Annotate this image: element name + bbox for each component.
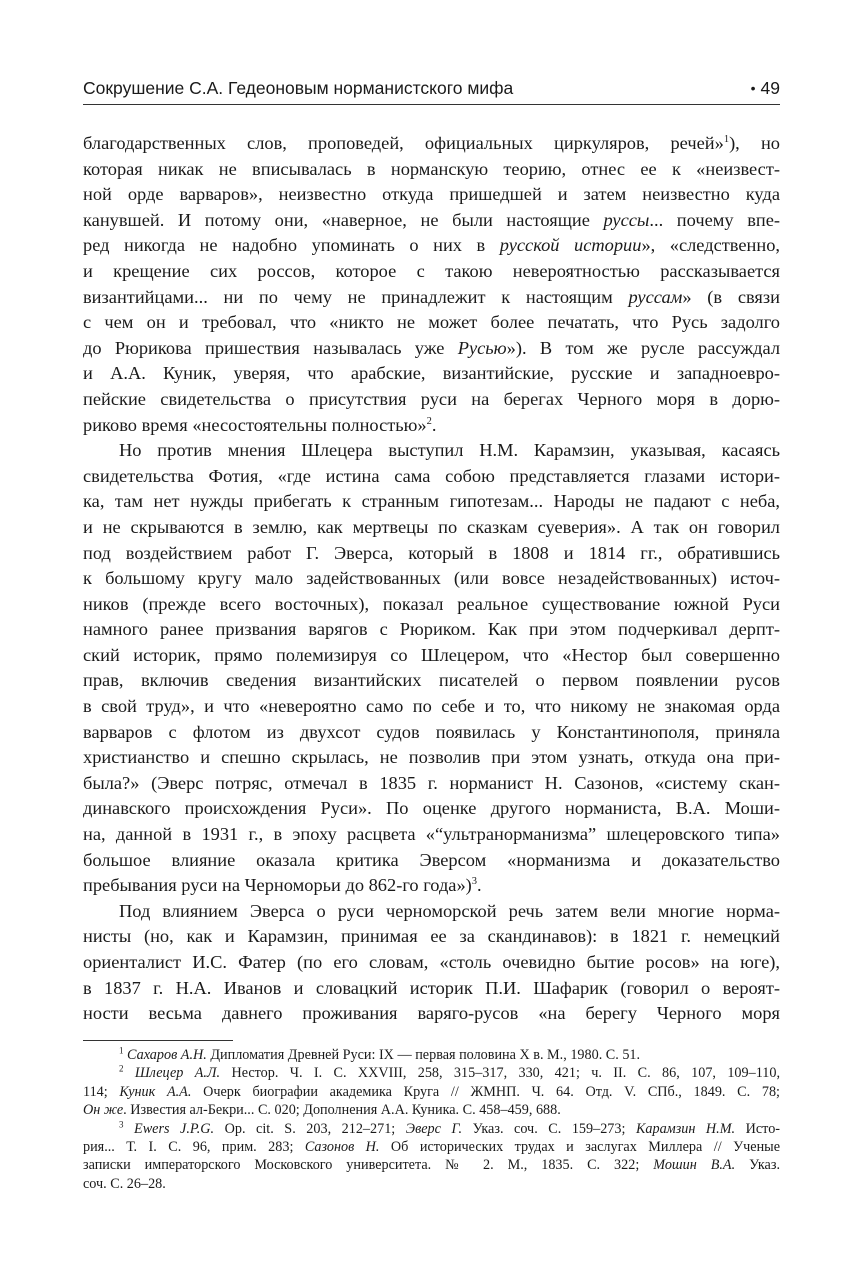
italic-run: Карамзин Н.М. — [635, 1120, 736, 1137]
text-run: византийцами... ни по чему не принадлежит к настоящим — [83, 286, 629, 307]
text-line — [83, 208, 780, 234]
text-run: была?» (Эверс потряс, отмечал в 1835 г. норманист Н. Сазонов, «систему скан- — [83, 772, 780, 793]
paragraph — [83, 438, 780, 899]
text-run: прав, включив сведения византийских писателей о первом появлении русов — [83, 670, 780, 691]
footnote-ref: 1 — [723, 133, 730, 145]
page-number: 49 — [760, 78, 780, 98]
text-run: Op. cit. S. 203, 212–271; — [214, 1120, 406, 1137]
text-run: под воздействием работ Г. Эверса, который в 1808 и 1814 гг., обратившись — [83, 542, 780, 563]
italic-run: Мошин В.А. — [653, 1157, 736, 1174]
footnotes — [83, 1046, 780, 1193]
text-run: большое влияние оказала критика Эверсом «норманизма и доказательство — [83, 849, 780, 870]
text-run: риково время «несостоятельны полностью» — [83, 414, 427, 435]
text-run: Дипломатия Древней Руси: IX — первая половина X в. М., 1980. С. 51. — [206, 1047, 641, 1063]
text-run: Но против мнения Шлецера выступил Н.М. Карамзин, указывая, касаясь — [119, 440, 780, 461]
text-line — [83, 515, 780, 541]
text-line — [83, 233, 780, 259]
footnote — [83, 1064, 780, 1119]
italic-run: руссам — [628, 286, 683, 307]
footnote-line — [83, 1120, 780, 1138]
text-run: Исто- — [735, 1120, 781, 1137]
text-run: благодарственных слов, проповедей, официальных циркуляров, речей» — [83, 133, 724, 153]
text-run: и не скрываются в землю, как мертвецы по сказкам суеверия». А так он говорил — [83, 516, 780, 537]
text-run: ной орде варваров», неизвестно откуда пришедшей и затем неизвестно куда — [83, 184, 780, 205]
header-rule — [83, 104, 780, 105]
text-run: 114; — [83, 1083, 120, 1100]
text-line — [83, 361, 780, 387]
text-line — [83, 771, 780, 797]
italic-run: руссы — [603, 209, 650, 230]
text-line — [83, 720, 780, 746]
text-run: записки императорского Московского университета. № 2. М., 1835. С. 322; — [83, 1157, 654, 1174]
text-line — [83, 310, 780, 336]
italic-run: Ewers J.P.G. — [134, 1120, 215, 1137]
text-line — [83, 976, 780, 1002]
text-run: и А.А. Куник, уверяя, что арабские, византийские, русские и западноевро- — [83, 363, 780, 384]
text-line — [83, 873, 780, 899]
text-run: ред никогда не надобно упоминать о них в — [83, 235, 500, 256]
footnote-number: 1 — [119, 1045, 124, 1056]
text-run: нисты (но, как и Карамзин, принимая ее за скандинавов): в 1821 г. немецкий — [83, 926, 780, 947]
text-line — [83, 643, 780, 669]
text-line — [83, 745, 780, 771]
text-line — [83, 131, 780, 157]
text-line — [83, 182, 780, 208]
text-line — [83, 796, 780, 822]
footnote-line — [83, 1156, 780, 1174]
text-line — [83, 592, 780, 618]
text-line — [83, 1001, 780, 1027]
text-line — [83, 899, 780, 925]
text-run: ский историк, прямо полемизируя со Шлецером, что «Нестор был совершенно — [83, 644, 780, 665]
text-line — [83, 489, 780, 515]
text-run: и крещение сих россов, которое с такою невероятностью рассказывается — [83, 260, 780, 281]
text-run: ности весьма давнего проживания варяго-русов «на берегу Черного моря — [83, 1003, 780, 1024]
text-run: Об исторических трудах и заслугах Миллера // Ученые — [379, 1139, 780, 1156]
text-line — [83, 950, 780, 976]
running-title: Сокрушение С.А. Гедеоновым норманистского мифа — [83, 78, 514, 98]
text-line — [83, 259, 780, 285]
text-line — [83, 541, 780, 567]
text-run: ... почему впе- — [649, 209, 781, 230]
text-line — [83, 822, 780, 848]
footnote — [83, 1120, 780, 1194]
text-run: »). В том же русле рассуждал — [506, 337, 780, 358]
italic-run: Эверс Г. — [405, 1120, 463, 1137]
footnote-separator — [83, 1040, 233, 1041]
text-run: . — [477, 875, 482, 896]
italic-run: Шлецер А.Л. — [134, 1065, 221, 1082]
text-run: канувшей. И потому они, «наверное, не были настоящие — [83, 209, 604, 230]
footnote-number: 3 — [119, 1118, 124, 1129]
text-line — [83, 694, 780, 720]
text-run: пейские свидетельства о присутствия руси на берегах Черного моря в дорю- — [83, 388, 780, 409]
footnote-line — [83, 1046, 780, 1064]
footnote-line — [83, 1083, 780, 1101]
footnote-line — [83, 1064, 780, 1082]
text-run: соч. С. 26–28. — [83, 1175, 166, 1192]
text-run: на, данной в 1931 г., в эпоху расцвета «“ультранорманизма” шлецеровского типа» — [83, 824, 780, 845]
text-line — [83, 464, 780, 490]
text-run: которая никак не вписывалась в норманскую теорию, отнес ее к «неизвест- — [83, 158, 780, 179]
paragraph — [83, 899, 780, 1027]
text-run: до Рюрикова пришествия называлась уже — [83, 337, 458, 358]
text-run: » (в связи — [682, 286, 780, 307]
footnote-line — [83, 1175, 780, 1193]
text-run: ка, там нет нужды прибегать к странным гипотезам... Народы не падают с неба, — [83, 491, 780, 512]
text-run: ников (прежде всего восточных), показал реальное существование южной Руси — [83, 593, 780, 614]
italic-run: русской истории — [499, 235, 642, 256]
footnote-number: 2 — [119, 1063, 124, 1074]
paragraph — [83, 131, 780, 438]
body-text — [83, 131, 780, 1027]
text-run: с чем он и требовал, что «никто не может более печатать, что Русь задолго — [83, 312, 780, 333]
text-run: рия... Т. I. С. 96, прим. 283; — [83, 1139, 305, 1156]
text-line — [83, 387, 780, 413]
text-run: . — [431, 414, 437, 435]
text-line — [83, 668, 780, 694]
text-run: в свой труд», и что «невероятно само по себе и то, что никому не знакомая орда — [83, 696, 780, 717]
text-line — [83, 924, 780, 950]
text-run: Очерк биографии академика Круга // ЖМНП. Ч. 64. Отд. V. СПб., 1849. С. 78; — [191, 1083, 780, 1100]
italic-run: Он же — [83, 1102, 124, 1119]
text-run: христианство и спешно скрылась, не позволив при этом узнать, откуда она при- — [83, 747, 780, 768]
text-line — [83, 157, 780, 183]
text-run: намного ранее призвания варягов с Рюриком. Как при этом подчеркивал дерпт- — [83, 619, 780, 640]
text-line — [83, 413, 780, 439]
footnote-ref: 2 — [426, 415, 432, 427]
italic-run: Куник А.А. — [119, 1083, 192, 1100]
text-run: в 1837 г. Н.А. Иванов и словацкий историк П.И. Шафарик (говорил о вероят- — [83, 977, 780, 998]
text-run: к большому кругу мало задействованных (или вовсе незадействованных) источ- — [83, 568, 780, 589]
italic-run: Сазонов Н. — [304, 1139, 380, 1156]
bullet-icon: • — [750, 80, 756, 96]
text-run: », «следственно, — [641, 235, 780, 256]
text-run: Указ. соч. С. 159–273; — [462, 1120, 636, 1137]
footnote — [83, 1046, 780, 1064]
italic-run: Сахаров А.Н. — [127, 1047, 207, 1063]
text-run: Под влиянием Эверса о руси черноморской речь затем вели многие норма- — [119, 900, 780, 921]
text-run: Указ. — [735, 1157, 780, 1174]
text-run: варваров с флотом из двухсот судов появилась у Константинополя, приняла — [83, 721, 780, 742]
text-run: свидетельства Фотия, «где истина сама собою представляется глазами истори- — [83, 465, 780, 486]
text-run: ориенталист И.С. Фатер (по его словам, «столь очевидно бытие росов» на юге), — [83, 952, 780, 972]
text-run: . Известия ал-Бекри... С. 020; Дополнения А.А. Куника. С. 458–459, 688. — [123, 1102, 561, 1119]
italic-run: Русью — [457, 337, 507, 358]
footnote-ref: 3 — [471, 876, 478, 888]
text-line — [83, 336, 780, 362]
text-line — [83, 566, 780, 592]
text-line — [83, 617, 780, 643]
text-line — [83, 848, 780, 874]
text-line — [83, 285, 780, 311]
text-run: ), но — [729, 133, 780, 153]
text-run: динавского происхождения Руси». По оценке другого норманиста, В.А. Моши- — [83, 798, 780, 819]
text-line — [83, 438, 780, 464]
text-run: пребывания руси на Черноморьи до 862-го года») — [83, 875, 472, 896]
footnote-line — [83, 1101, 780, 1119]
text-run: Нестор. Ч. I. С. XXVIII, 258, 315–317, 330, 421; ч. II. С. 86, 107, 109–110, — [220, 1065, 781, 1082]
page-number-block — [751, 78, 780, 99]
running-header — [83, 72, 780, 106]
footnote-line — [83, 1138, 780, 1156]
